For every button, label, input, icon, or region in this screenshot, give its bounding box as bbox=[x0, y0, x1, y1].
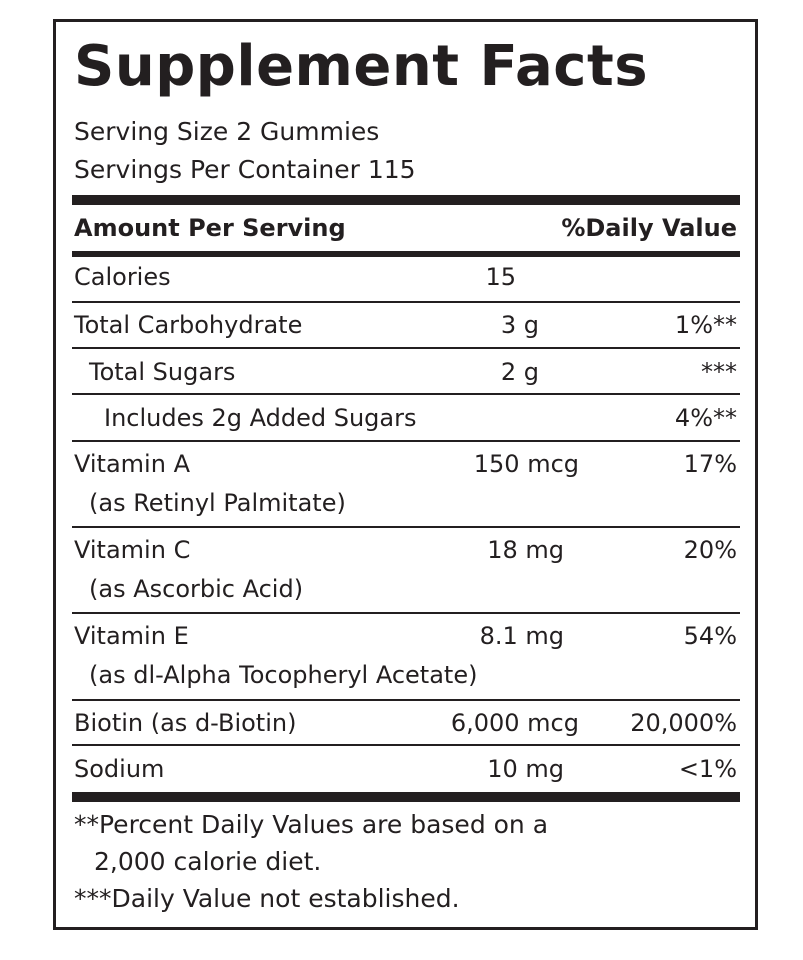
row-amount-biotin: 6,000 mcg bbox=[450, 709, 579, 737]
row-amount-sodium: 10 mg bbox=[487, 755, 564, 783]
servings-per-container: Servings Per Container 115 bbox=[74, 155, 416, 184]
row-divider bbox=[72, 699, 740, 701]
row-name-total-carbohydrate: Total Carbohydrate bbox=[74, 311, 303, 339]
row-sub-vitamin-a: (as Retinyl Palmitate) bbox=[89, 489, 346, 517]
row-divider bbox=[72, 301, 740, 303]
row-dv-sodium: <1% bbox=[678, 755, 737, 783]
row-name-biotin: Biotin (as d-Biotin) bbox=[74, 709, 297, 737]
supplement-facts-panel bbox=[53, 19, 758, 930]
row-dv-vitamin-c: 20% bbox=[683, 536, 737, 564]
row-divider bbox=[72, 347, 740, 349]
row-name-total-sugars: Total Sugars bbox=[89, 358, 236, 386]
header-rule bbox=[72, 251, 740, 257]
row-name-vitamin-a: Vitamin A bbox=[74, 450, 190, 478]
row-divider bbox=[72, 393, 740, 395]
daily-value-header: %Daily Value bbox=[561, 214, 737, 242]
row-name-calories: Calories bbox=[74, 263, 171, 291]
footnote-percent-dv: **Percent Daily Values are based on a bbox=[74, 810, 549, 839]
thick-rule-top bbox=[72, 195, 740, 205]
row-divider bbox=[72, 744, 740, 746]
row-dv-total-carbohydrate: 1%** bbox=[674, 311, 737, 339]
row-amount-total-sugars: 2 g bbox=[500, 358, 539, 386]
row-sub-vitamin-c: (as Ascorbic Acid) bbox=[89, 575, 304, 603]
row-sub-vitamin-e: (as dl-Alpha Tocopheryl Acetate) bbox=[89, 661, 478, 689]
row-divider bbox=[72, 440, 740, 442]
row-divider bbox=[72, 612, 740, 614]
row-name-sodium: Sodium bbox=[74, 755, 165, 783]
row-amount-calories: 15 bbox=[485, 263, 516, 291]
row-dv-added-sugars: 4%** bbox=[674, 404, 737, 432]
footnote-calorie-diet: 2,000 calorie diet. bbox=[94, 847, 322, 876]
row-name-vitamin-c: Vitamin C bbox=[74, 536, 191, 564]
amount-per-serving-header: Amount Per Serving bbox=[74, 214, 346, 242]
row-amount-vitamin-e: 8.1 mg bbox=[479, 622, 564, 650]
footnote-dv-not-established: ***Daily Value not established. bbox=[74, 884, 460, 913]
serving-size: Serving Size 2 Gummies bbox=[74, 117, 380, 146]
row-dv-vitamin-e: 54% bbox=[683, 622, 737, 650]
row-dv-biotin: 20,000% bbox=[630, 709, 737, 737]
panel-title: Supplement Facts bbox=[74, 34, 649, 99]
row-name-vitamin-e: Vitamin E bbox=[74, 622, 189, 650]
row-amount-vitamin-c: 18 mg bbox=[487, 536, 564, 564]
row-dv-vitamin-a: 17% bbox=[683, 450, 737, 478]
row-dv-total-sugars: *** bbox=[701, 358, 737, 386]
row-name-added-sugars: Includes 2g Added Sugars bbox=[104, 404, 417, 432]
row-amount-vitamin-a: 150 mcg bbox=[473, 450, 579, 478]
thick-rule-bottom bbox=[72, 792, 740, 802]
row-amount-total-carbohydrate: 3 g bbox=[500, 311, 539, 339]
row-divider bbox=[72, 526, 740, 528]
